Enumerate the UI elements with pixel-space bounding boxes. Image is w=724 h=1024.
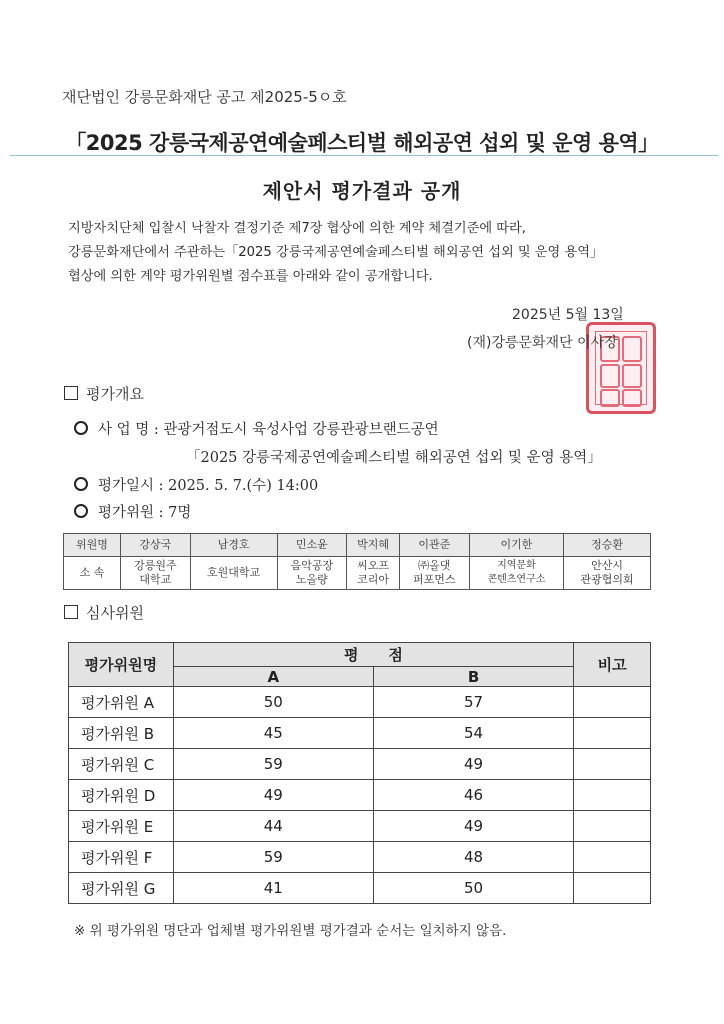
col-score-a: A [173,667,373,687]
score-a: 49 [173,780,373,811]
members-affiliation-row [64,557,651,590]
score-a: 45 [173,718,373,749]
section-overview-heading [64,383,144,404]
member-affiliation: 씨오프 코리아 [347,557,400,590]
score-a: 44 [173,811,373,842]
footnote: ※ 위 평가위원 명단과 업체별 평가위원별 평가결과 순서는 일치하지 않음. [74,923,507,939]
evaluation-date-text: 평가일시 : 2025. 5. 7.(수) 14:00 [98,478,319,494]
table-row [69,842,651,873]
table-row [69,749,651,780]
row-label-affiliation: 소 속 [64,557,121,590]
circle-bullet-icon [74,477,88,491]
col-score: 평 점 [173,643,574,667]
note-cell [574,873,651,904]
note-cell [574,842,651,873]
table-row [69,873,651,904]
document-subtitle: 제안서 평가결과 공개 [262,179,462,203]
score-a: 59 [173,749,373,780]
table-row [69,811,651,842]
project-item [74,418,439,439]
member-name: 민소윤 [277,534,347,557]
col-note: 비고 [574,643,651,687]
score-b: 54 [373,718,573,749]
col-score-b: B [373,667,573,687]
members-count-text: 평가위원 : 7명 [98,505,192,521]
table-row [69,718,651,749]
evaluator-name: 평가위원 B [69,718,174,749]
title-divider [10,155,718,156]
note-cell [574,811,651,842]
intro-line-3: 협상에 의한 계약 평가위원별 점수표를 아래와 같이 공개합니다. [68,269,433,284]
intro-line-2: 강릉문화재단에서 주관하는「2025 강릉국제공연예술페스티벌 해외공연 섭외 및 운영 용역」 [68,245,604,260]
row-label-names: 위원명 [64,534,121,557]
intro-line-1: 지방자치단체 입찰시 낙찰자 결정기준 제7장 협상에 의한 계약 체결기준에 따라, [68,221,526,236]
evaluation-date-item [74,474,318,495]
score-b: 49 [373,811,573,842]
score-header-row [69,643,651,667]
member-affiliation: 안산시 관광협의회 [564,557,651,590]
section-review-heading [64,602,144,623]
intro-paragraph [68,217,658,289]
member-affiliation: 지역문화 콘텐츠연구소 [469,557,564,590]
evaluator-name: 평가위원 A [69,687,174,718]
score-b: 46 [373,780,573,811]
member-name: 남경호 [190,534,277,557]
score-b: 49 [373,749,573,780]
member-name: 이관준 [399,534,469,557]
project-name: 「2025 강릉국제공연예술페스티벌 해외공연 섭외 및 운영 용역」 [186,450,602,466]
members-count-item [74,501,191,522]
issuer-name: (재)강릉문화재단 이사장 [467,335,618,351]
member-name: 이기한 [469,534,564,557]
notice-number: 재단법인 강릉문화재단 공고 제2025-5ㅇ호 [62,88,347,106]
score-b: 57 [373,687,573,718]
member-name: 정승환 [564,534,651,557]
checkbox-bullet-icon [64,386,78,400]
member-affiliation: 강릉원주 대학교 [121,557,191,590]
member-name: 강상국 [121,534,191,557]
note-cell [574,718,651,749]
table-row [69,687,651,718]
project-label: 사 업 명 : 관광거점도시 육성사업 강릉관광브랜드공연 [98,422,439,438]
note-cell [574,749,651,780]
document-title: 「2025 강릉국제공연예술페스티벌 해외공연 섭외 및 운영 용역」 [65,131,659,155]
member-name: 박지혜 [347,534,400,557]
col-evaluator-name: 평가위원명 [69,643,174,687]
overview-heading-text: 평가개요 [86,385,144,403]
evaluator-name: 평가위원 F [69,842,174,873]
evaluator-name: 평가위원 D [69,780,174,811]
score-b: 50 [373,873,573,904]
evaluator-name: 평가위원 G [69,873,174,904]
member-affiliation: 호원대학교 [190,557,277,590]
members-name-row [64,534,651,557]
score-b: 48 [373,842,573,873]
circle-bullet-icon [74,421,88,435]
committee-members-table [63,533,651,590]
score-a: 59 [173,842,373,873]
circle-bullet-icon [74,504,88,518]
member-affiliation: 음악공장 노올량 [277,557,347,590]
table-row [69,780,651,811]
score-table [68,642,651,904]
score-a: 41 [173,873,373,904]
note-cell [574,687,651,718]
checkbox-bullet-icon [64,605,78,619]
evaluator-name: 평가위원 E [69,811,174,842]
member-affiliation: ㈜올댓 퍼포먼스 [399,557,469,590]
note-cell [574,780,651,811]
evaluator-name: 평가위원 C [69,749,174,780]
review-heading-text: 심사위원 [86,604,144,622]
notice-date: 2025년 5월 13일 [512,307,624,323]
score-a: 50 [173,687,373,718]
